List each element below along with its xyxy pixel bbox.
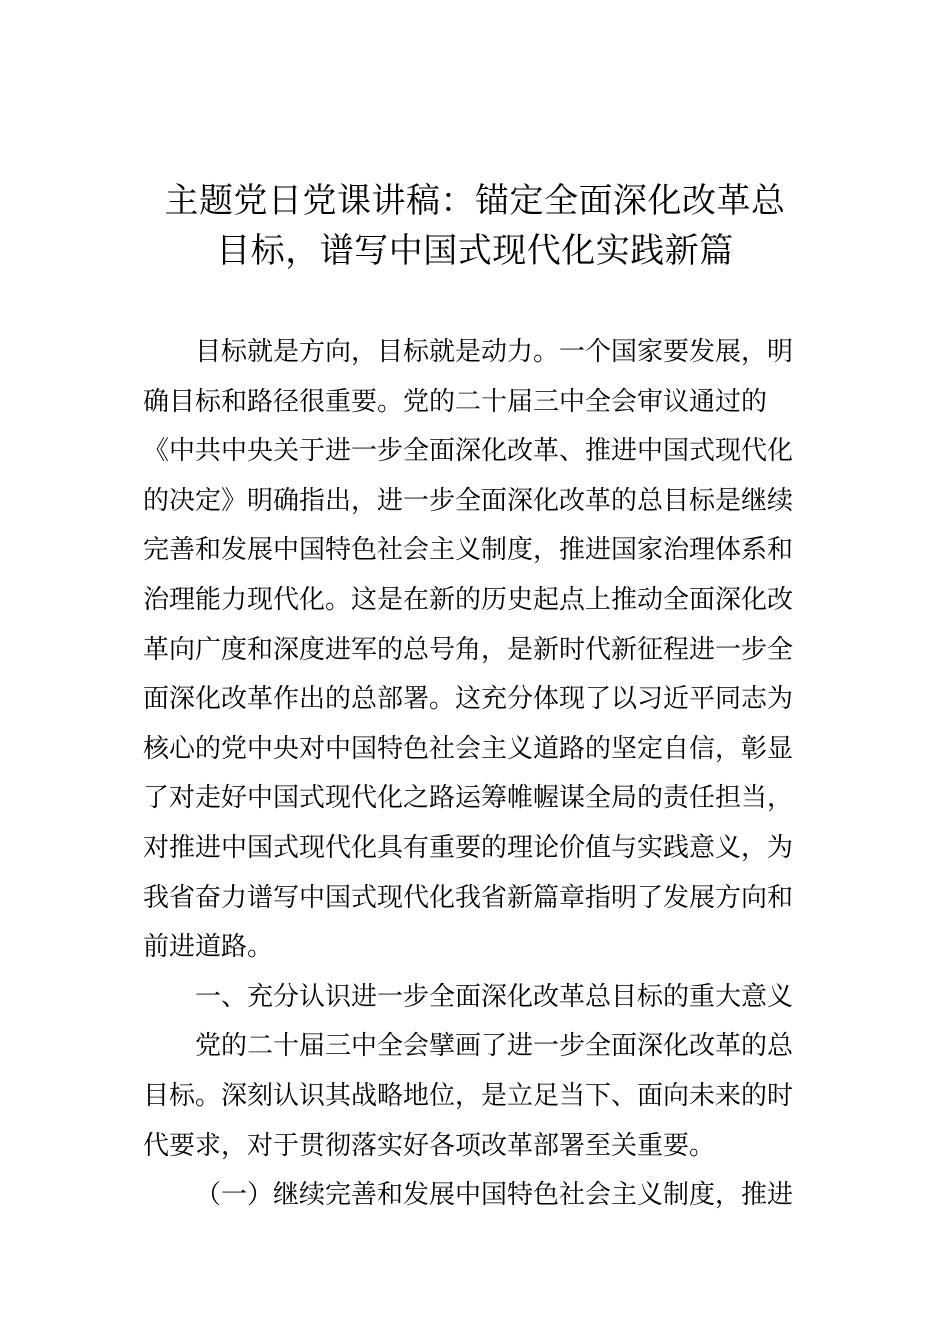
paragraph-line: 面深化改革作出的总部署。这充分体现了以习近平同志为: [143, 684, 794, 715]
paragraph-line: 对推进中国式现代化具有重要的理论价值与实践意义，为: [143, 832, 794, 863]
paragraph-line: 《中共中央关于进一步全面深化改革、推进中国式现代化: [143, 436, 794, 467]
paragraph-line: 的决定》明确指出，进一步全面深化改革的总目标是继续: [143, 485, 794, 516]
paragraph-line: 目标就是方向，目标就是动力。一个国家要发展，明: [195, 337, 794, 367]
document-body: [143, 328, 809, 1221]
paragraph-line: 治理能力现代化。这是在新的历史起点上推动全面深化改: [143, 584, 794, 615]
paragraph-line: 目标。深刻认识其战略地位，是立足当下、面向未来的时: [143, 1080, 794, 1111]
paragraph-line: 核心的党中央对中国特色社会主义道路的坚定自信，彰显: [143, 733, 794, 764]
paragraph-intro: [143, 328, 809, 973]
paragraph-line: 确目标和路径很重要。党的二十届三中全会审议通过的: [143, 386, 768, 417]
paragraph-line: 完善和发展中国特色社会主义制度，推进国家治理体系和: [143, 535, 794, 566]
paragraph-line: 革向广度和深度进军的总号角，是新时代新征程进一步全: [143, 634, 794, 665]
paragraph-line: 我省奋力谱写中国式现代化我省新篇章指明了发展方向和: [143, 882, 794, 913]
section-heading: 一、充分认识进一步全面深化改革总目标的重大意义: [195, 981, 794, 1012]
title-line-1: 主题党日党课讲稿：锚定全面深化改革总: [164, 181, 786, 221]
subsection-heading: （一）继续完善和发展中国特色社会主义制度，推进: [195, 1180, 794, 1211]
paragraph-line: 了对走好中国式现代化之路运筹帷幄谋全局的责任担当，: [143, 783, 794, 814]
paragraph-line: 党的二十届三中全会擘画了进一步全面深化改革的总: [195, 1031, 794, 1062]
paragraph-section-1: [143, 1022, 809, 1171]
document-title: [120, 176, 830, 276]
paragraph-line: 前进道路。: [143, 932, 274, 963]
title-line-2: 目标，谱写中国式现代化实践新篇: [216, 231, 734, 271]
paragraph-line: 代要求，对于贯彻落实好各项改革部署至关重要。: [143, 1130, 716, 1161]
